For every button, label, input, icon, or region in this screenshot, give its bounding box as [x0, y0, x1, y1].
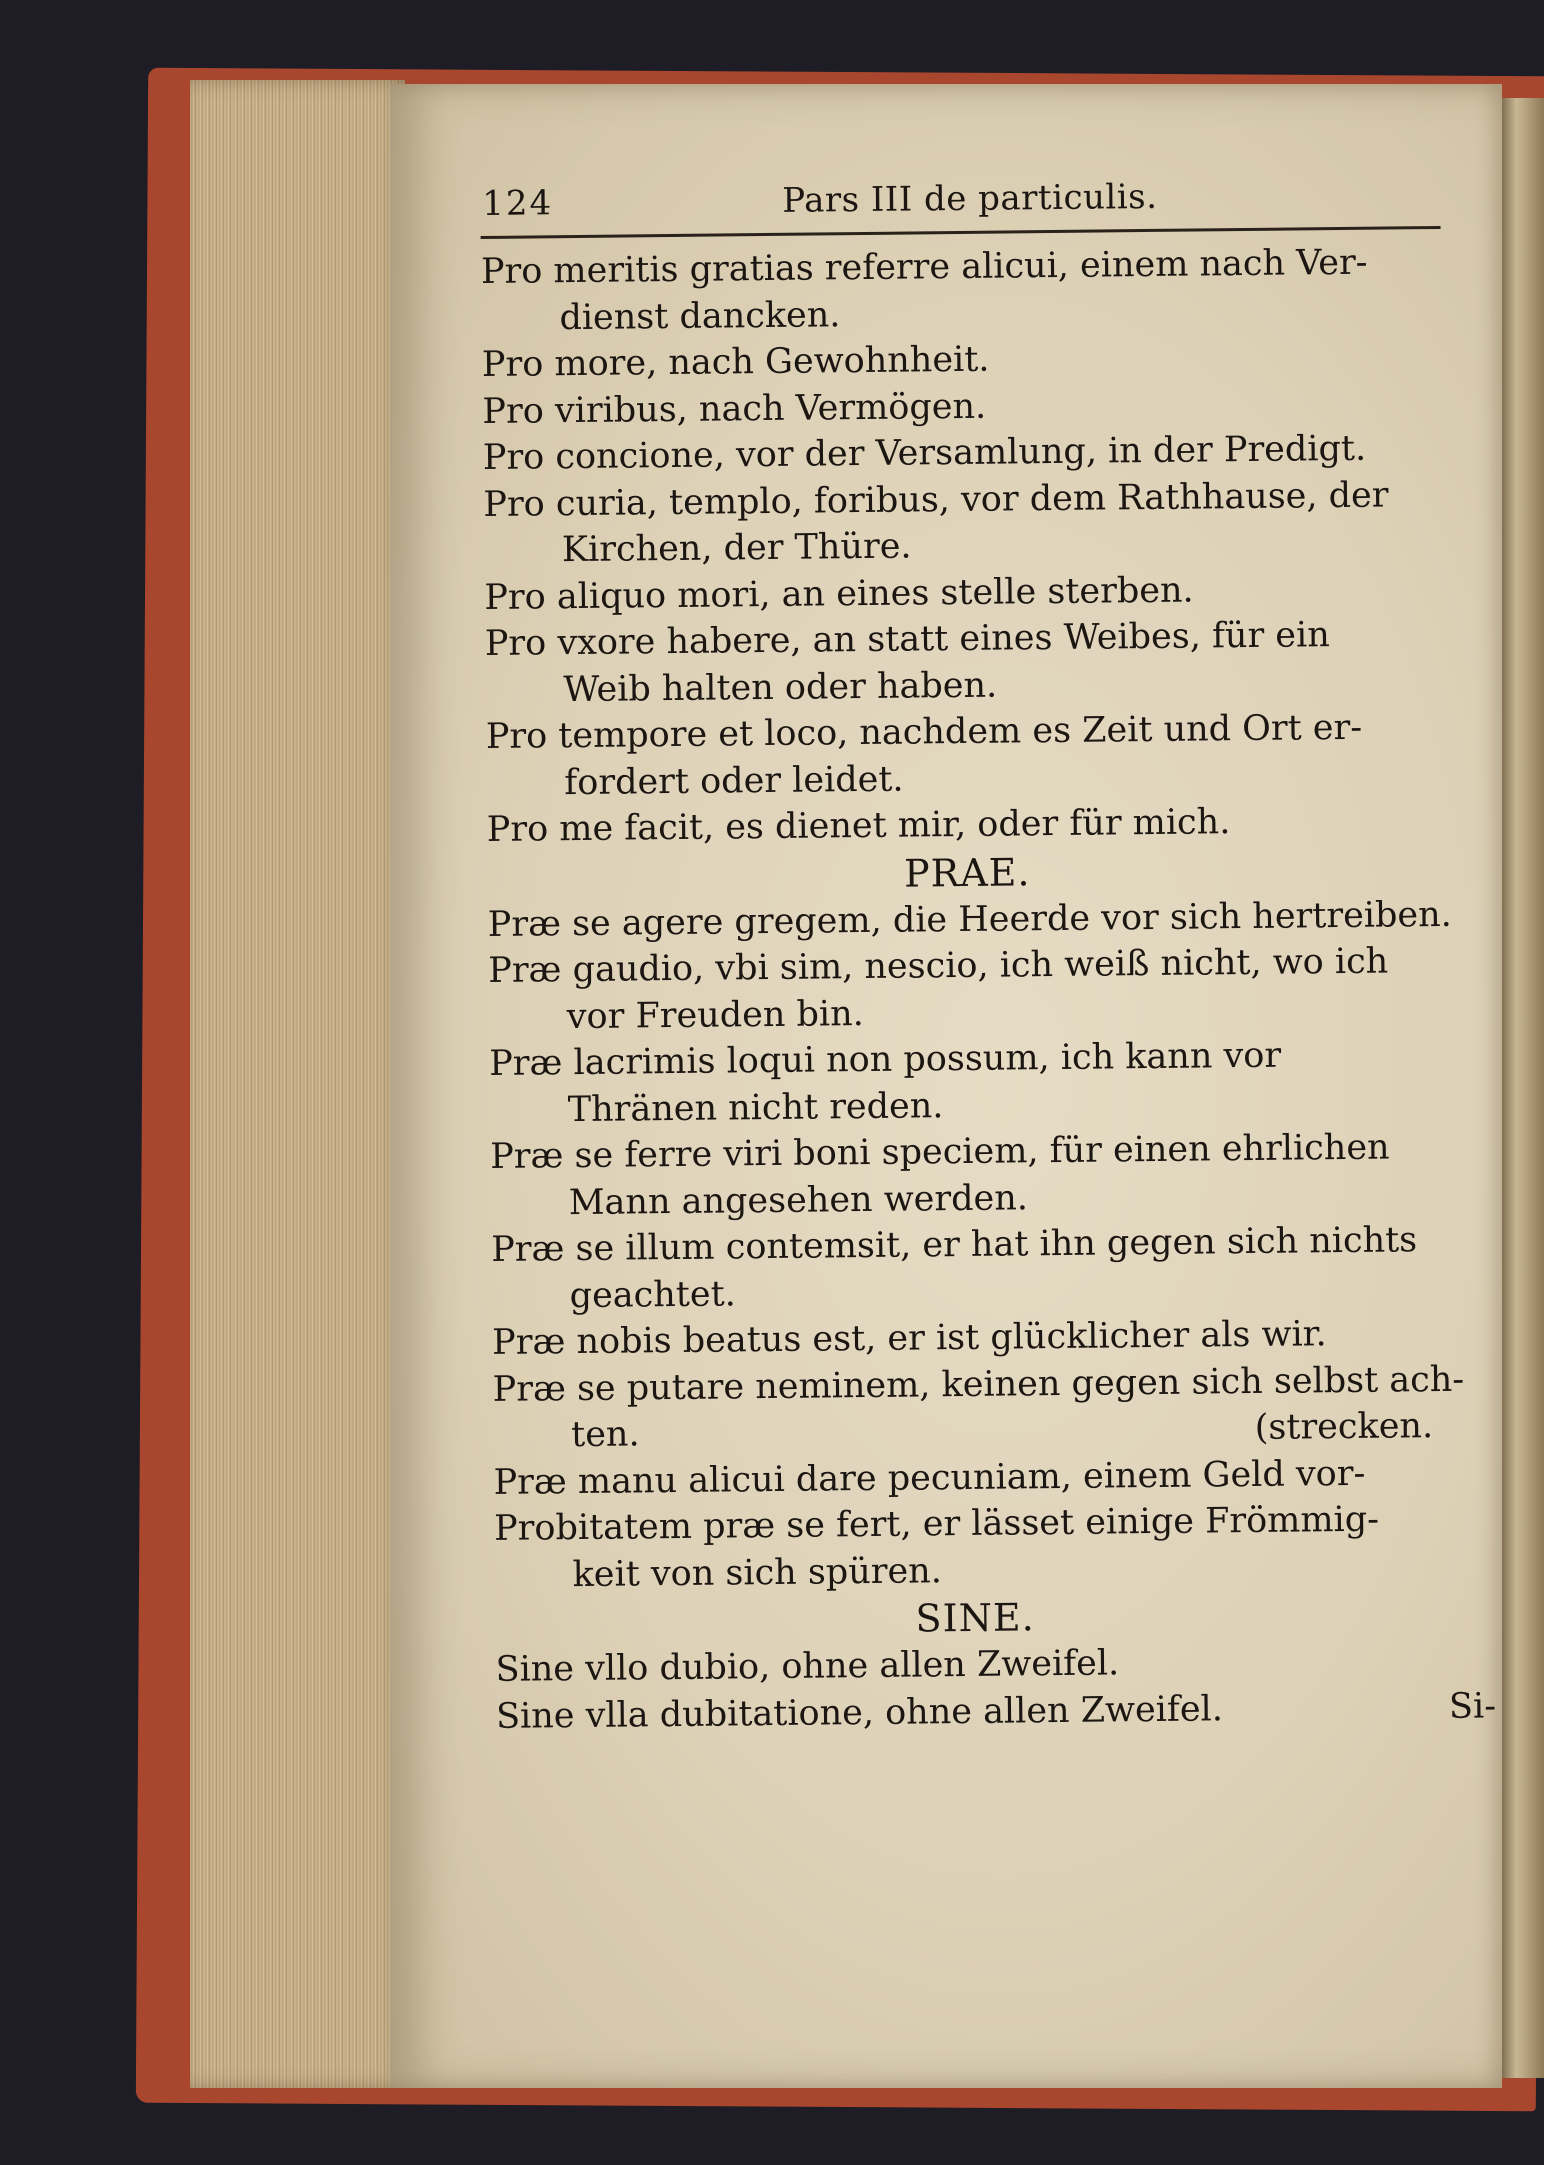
list-item: Pro concione, vor der Versamlung, in der Predigt. — [482, 428, 1367, 478]
page-text — [480, 170, 1496, 1740]
list-item: Pro vxore habere, an statt eines Weibes, für ein Weib halten oder haben. — [484, 615, 1330, 710]
list-item: Probitatem præ se fert, er lässet einige Frömmig- keit von sich spüren. — [493, 1499, 1380, 1595]
list-item: Sine vllo dubio, ohne allen Zweifel. — [495, 1643, 1120, 1690]
list-item: Pro more, nach Gewohnheit. — [481, 339, 990, 385]
page-header — [480, 170, 1481, 236]
list-item: Sine vlla dubitatione, ohne allen Zweifel. Si- — [496, 1683, 1496, 1740]
list-item: Pro tempore et loco, nachdem es Zeit und Ort er- fordert oder leidet. — [485, 707, 1363, 803]
page-number: 124 — [482, 183, 554, 224]
list-item: Pro curia, templo, foribus, vor dem Rathhause, der Kirchen, der Thüre. — [483, 475, 1389, 571]
list-item: Præ se putare neminem, keinen gegen sich selbst ach- ten. (strecken. — [492, 1356, 1493, 1459]
list-item: Pro meritis gratias referre alicui, einem nach Ver- dienst dancken. — [480, 242, 1368, 338]
section-heading-sine: SINE. — [915, 1595, 1035, 1641]
catchword: Si- — [1448, 1685, 1497, 1727]
book-page — [390, 84, 1502, 2088]
list-item: Præ gaudio, vbi sim, nescio, ich weiß nicht, wo ich vor Freuden bin. — [488, 941, 1389, 1037]
list-item: Præ nobis beatus est, er ist glücklicher als wir. — [491, 1314, 1327, 1363]
list-item: Præ manu alicui dare pecuniam, einem Geld vor- — [493, 1453, 1366, 1503]
list-item: Pro viribus, nach Vermögen. — [482, 386, 987, 432]
list-item: Præ se illum contemsit, er hat ihn gegen sich nichts geachtet. — [490, 1220, 1418, 1316]
list-item: Præ lacrimis loqui non possum, ich kann vor Thränen nicht reden. — [489, 1035, 1282, 1130]
running-head: Pars III de particulis. — [782, 176, 1158, 221]
runover-word: (strecken. — [1254, 1406, 1434, 1448]
list-item: Præ se agere gregem, die Heerde vor sich hertreiben. — [487, 894, 1452, 945]
page-edges — [190, 80, 405, 2088]
list-item: Pro aliquo mori, an eines stelle sterben. — [484, 570, 1194, 618]
list-item: Pro me facit, es dienet mir, oder für mich. — [486, 802, 1231, 850]
facing-page-edge — [1498, 98, 1544, 2078]
section-heading-prae: PRAE. — [903, 849, 1031, 896]
list-item: Præ se ferre viri boni speciem, für einen ehrlichen Mann angesehen werden. — [490, 1127, 1390, 1223]
